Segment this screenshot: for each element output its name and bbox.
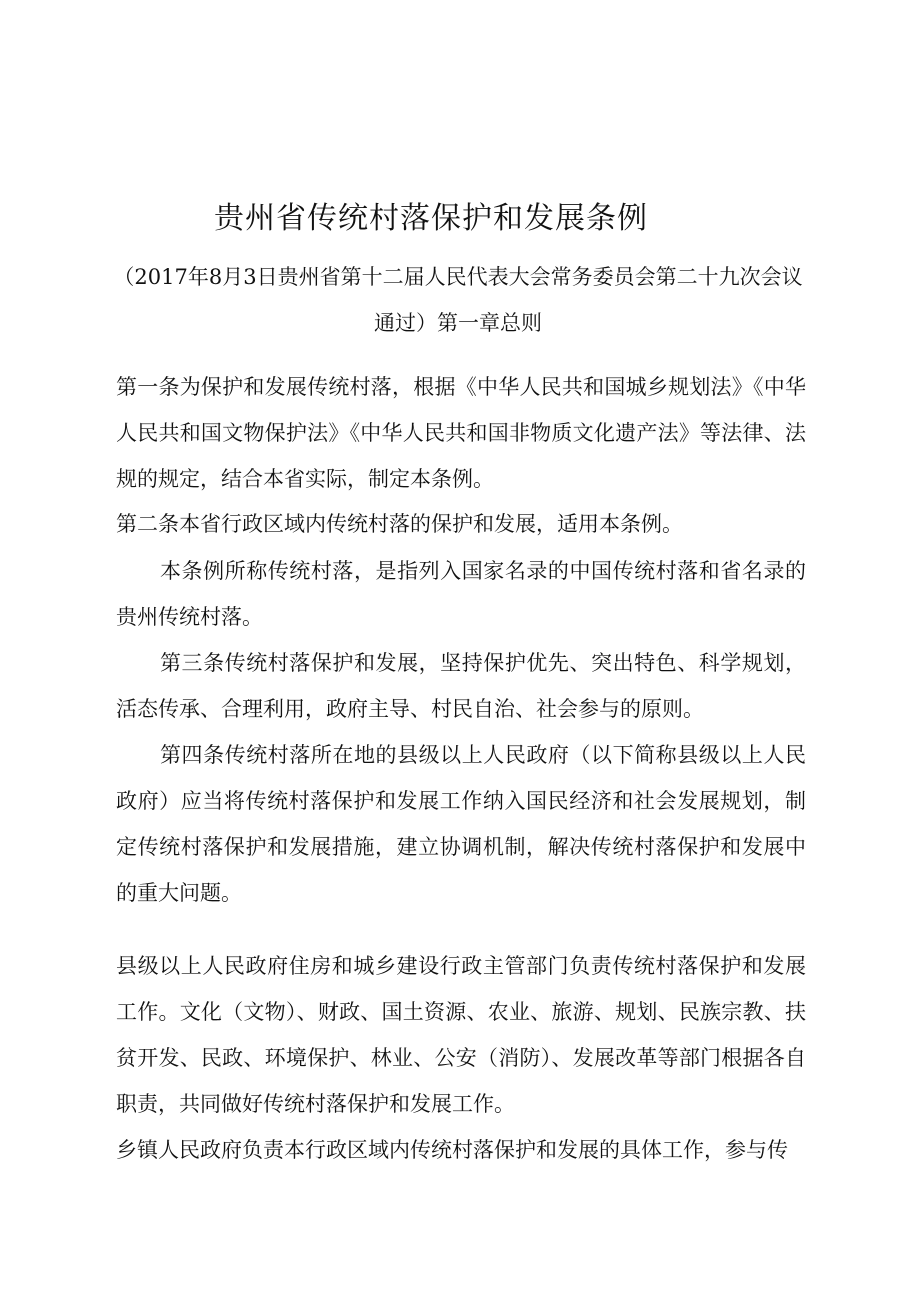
article-2-definition-paragraph: 本条例所称传统村落，是指列入国家名录的中国传统村落和省名录的贵州传统村落。 xyxy=(116,559,806,629)
article-1-paragraph: 第一条为保护和发展传统村落，根据《中华人民共和国城乡规划法》《中华人民共和国文物保护法》《中华人民共和国非物质文化遗产法》等法律、法规的规定，结合本省实际，制定本条例。 xyxy=(116,375,806,491)
document-title: 贵州省传统村落保护和发展条例 xyxy=(214,201,648,236)
article-4-township-paragraph: 乡镇人民政府负责本行政区域内传统村落保护和发展的具体工作，参与传 xyxy=(116,1138,788,1162)
article-4-departments-paragraph: 县级以上人民政府住房和城乡建设行政主管部门负责传统村落保护和发展工作。文化（文物）、财政、国土资源、农业、旅游、规划、民族宗教、扶贫开发、民政、环境保护、林业、公安（消防）、发展改革等部门根据各自职责，共同做好传统村落保护和发展工作。 xyxy=(116,954,806,1116)
document-subtitle: （2017年8月3日贵州省第十二届人民代表大会常务委员会第二十九次会议通过）第一章总则 xyxy=(113,265,803,335)
article-2-paragraph: 第二条本省行政区域内传统村落的保护和发展，适用本条例。 xyxy=(116,512,683,536)
article-3-paragraph: 第三条传统村落保护和发展，坚持保护优先、突出特色、科学规划，活态传承、合理利用，政府主导、村民自治、社会参与的原则。 xyxy=(116,651,806,721)
article-4-paragraph: 第四条传统村落所在地的县级以上人民政府（以下简称县级以上人民政府）应当将传统村落保护和发展工作纳入国民经济和社会发展规划，制定传统村落保护和发展措施，建立协调机制，解决传统村落保护和发展中的重大问题。 xyxy=(116,743,806,905)
